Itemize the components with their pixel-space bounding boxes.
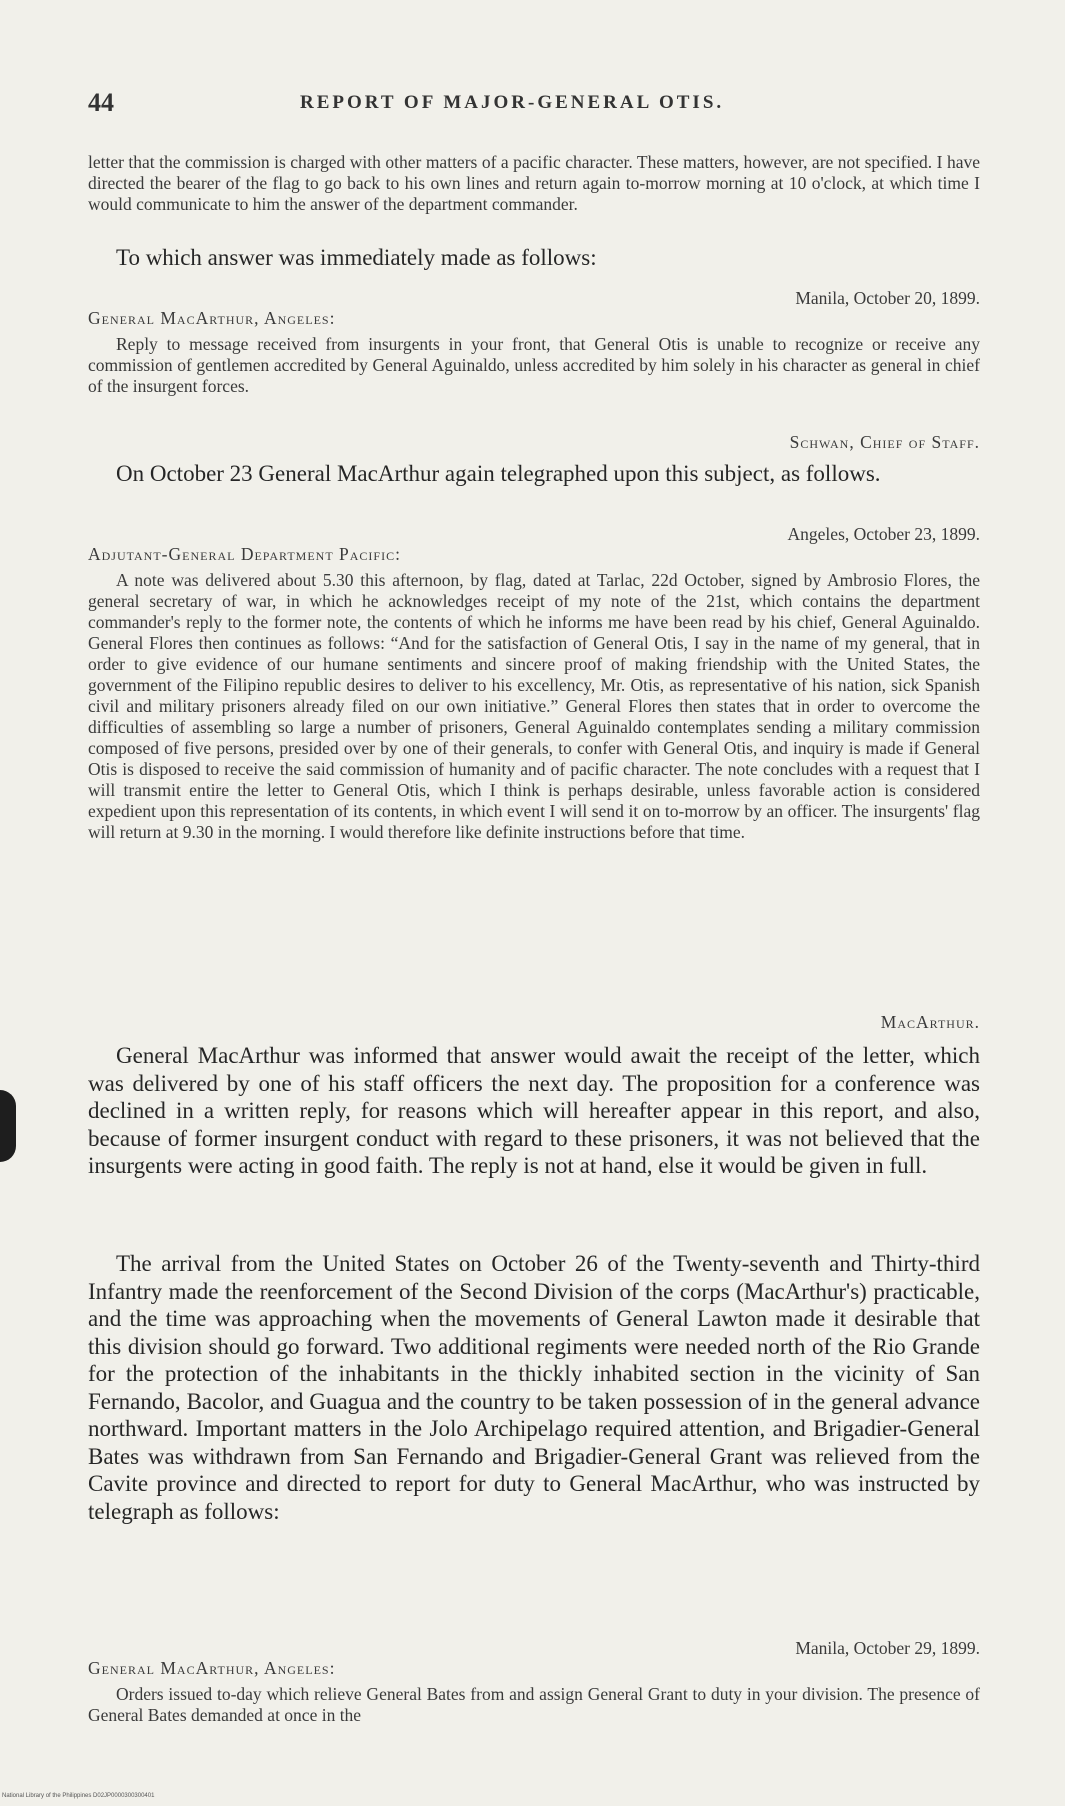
paragraph-reenforcement: The arrival from the United States on October 26 of the Twenty-seventh and Thirty-third Infantry made the reenforcement of the Second Division of the corps (MacArthur's) practicable, and the time was approaching when the movements of General Lawton made it desirable that this division should go forward. Two additional regiments were needed north of the Rio Grande for the protection of the inhabitants in the thickly inhabited section in the vicinity of San Fernando, Bacolor, and Guagua and the country to be taken possession of in the general advance northward. Important matters in the Jolo Archipelago required attention, and Brigadier-General Bates was withdrawn from San Fernando and Brigadier-General Grant was relieved from the Cavite province and directed to report for duty to General MacArthur, who was instructed by telegraph as follows: (88, 1251, 980, 1524)
telegram-2-address: Adjutant-General Department Pacific: (88, 544, 401, 564)
running-title: REPORT OF MAJOR-GENERAL OTIS. (300, 92, 725, 113)
telegram-1-dateline: Manila, October 20, 1899. (795, 288, 980, 308)
telegram-1-address: General MacArthur, Angeles: (88, 308, 336, 328)
paragraph-continuation: letter that the commission is charged with other matters of a pacific character. These matters, however, are not specified. I have directed the bearer of the flag to go back to his own lines and return again to-morrow morning at 10 o'clock, at which time I would communicate to him the answer of the department commander. (88, 152, 980, 214)
scan-margin-mark (0, 1090, 16, 1162)
paragraph-answer-intro: To which answer was immediately made as follows: (116, 245, 597, 270)
telegram-2-body: A note was delivered about 5.30 this afternoon, by flag, dated at Tarlac, 22d October, signed by Ambrosio Flores, the general secretary of war, in which he acknowledges receipt of my note of the 21st, which contains the department commander's reply to the former note, the contents of which he informs me have been read by his chief, General Aguinaldo. General Flores then continues as follows: “And for the satisfaction of General Otis, I say in the name of my general, that in order to give evidence of our humane sentiments and sincere proof of making friendship with the United States, the government of the Filipino republic desires to deliver to his excellency, Mr. Otis, as representative of his nation, sick Spanish civil and military prisoners already filed on our own initiative.” General Flores then states that in order to overcome the difficulties of assembling so large a number of prisoners, General Aguinaldo contemplates sending a military commission composed of five persons, presided over by one of their generals, to confer with General Otis, and inquiry is made if General Otis is disposed to receive the said commission of humanity and of pacific character. The note concludes with a request that I will transmit entire the letter to General Otis, which I think is perhaps desirable, unless favorable action is considered expedient upon this representation of its contents, in which event I will send it on to-morrow by an officer. The insurgents' flag will return at 9.30 in the morning. I would therefore like definite instructions before that time. (88, 570, 980, 842)
telegram-2-signature: MacArthur. (880, 1012, 980, 1032)
telegram-1-signature: Schwan, Chief of Staff. (789, 432, 980, 452)
telegram-1-body: Reply to message received from insurgents in your front, that General Otis is unable to recognize or receive any commission of gentlemen accredited by General Aguinaldo, unless accredited by him solely in his character as general in chief of the insurgent forces. (88, 334, 980, 396)
scan-footer: National Library of the Philippines D02JP0000300300401 (2, 1793, 155, 1799)
telegram-3-address: General MacArthur, Angeles: (88, 1658, 336, 1678)
telegram-3-body: Orders issued to-day which relieve General Bates from and assign General Grant to duty in your division. The presence of General Bates demanded at once in the (88, 1684, 980, 1725)
paragraph-macarthur-informed: General MacArthur was informed that answer would await the receipt of the letter, which was delivered by one of his staff officers the next day. The proposition for a conference was declined in a written reply, for reasons which will hereafter appear in this report, and also, because of former insurgent conduct with regard to these prisoners, it was not believed that the insurgents were acting in good faith. The reply is not at hand, else it would be given in full. (88, 1043, 980, 1178)
paragraph-october-23: On October 23 General MacArthur again telegraphed upon this subject, as follows. (116, 461, 881, 486)
page-number: 44 (88, 88, 114, 117)
telegram-3-dateline: Manila, October 29, 1899. (795, 1638, 980, 1658)
telegram-2-dateline: Angeles, October 23, 1899. (787, 524, 980, 544)
